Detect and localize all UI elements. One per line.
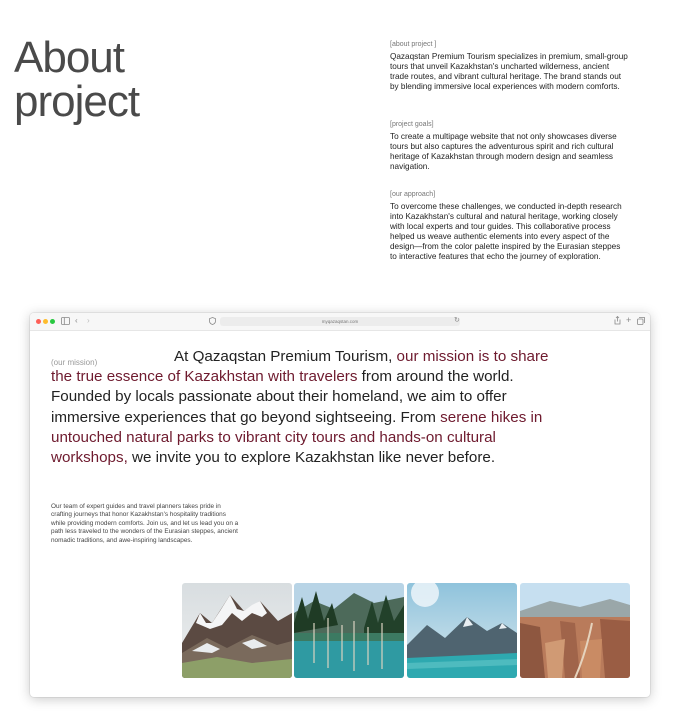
about-section [390, 40, 628, 92]
approach-section [390, 190, 628, 262]
maximize-window-button[interactable] [50, 319, 55, 324]
plus-icon[interactable]: + [626, 315, 632, 325]
mission-highlight-1: our mission is to share the true essence of Kazakhstan with travelers [51, 348, 549, 386]
close-window-button[interactable] [36, 319, 41, 324]
mission-statement [51, 347, 551, 468]
mission-text-part-3: we invite you to explore Kazakhstan like never before. [127, 449, 496, 467]
photo-canyon [520, 583, 630, 678]
page-title-line-1: About [14, 33, 124, 82]
share-icon[interactable] [614, 316, 621, 328]
mission-text-part-2: from around the world. Founded by locals passionate about their homeland, we aim to offer immersive experiences that go beyond sightseeing. From [51, 368, 514, 426]
tabs-icon[interactable] [637, 317, 645, 328]
approach-text: To overcome these challenges, we conducted in-depth research into Kazakhstan's cultural and natural heritage, working closely with local experts and tour guides. This collaborative process helped us weave authentic elements into every aspect of the design—from the color palette inspired by the Eurasian steppes to interactive features that echo the journey of exploration. [390, 202, 622, 261]
mission-highlight-2: serene hikes in untouched natural parks to vibrant city tours and hands-on cultural workshops, [51, 408, 543, 467]
photo-mountain-lake [407, 583, 517, 678]
page-title-line-2: project [14, 77, 140, 126]
url-text: myqazaqstan.com [321, 319, 359, 324]
reload-icon[interactable]: ↻ [454, 317, 460, 324]
about-text: Qazaqstan Premium Tourism specializes in premium, small-group tours that unveil Kazakhstan's uncharted wilderness, ancient trade routes, and vibrant cultural heritage. The brand stands out by blending immersive local experiences with modern comforts. [390, 52, 628, 91]
about-label: [about project ] [390, 41, 437, 48]
photo-snowy-mountains [182, 583, 292, 678]
minimize-window-button[interactable] [43, 319, 48, 324]
shield-icon[interactable] [209, 317, 216, 328]
goals-label: [project goals] [390, 121, 434, 128]
photo-forest-lake [294, 583, 404, 678]
page-title [14, 33, 140, 126]
browser-toolbar [30, 313, 650, 331]
approach-label: [our approach] [390, 191, 436, 198]
chevron-right-icon[interactable]: › [87, 316, 90, 325]
mission-text-part-1: At Qazaqstan Premium Tourism, [174, 348, 397, 365]
mission-label: (our mission) [51, 358, 98, 367]
address-bar[interactable] [220, 317, 460, 326]
sidebar-icon[interactable] [61, 317, 70, 328]
goals-section [390, 120, 628, 172]
team-description: Our team of expert guides and travel planners takes pride in crafting journeys that honor Kazakhstan's hospitality traditions while providing modern comforts. Join us, and let us lead you on a path less traveled to the wonders of the Eurasian steppes, ancient nomadic traditions, and awe-inspiring landscapes. [51, 503, 239, 544]
chevron-left-icon[interactable]: ‹ [75, 316, 78, 325]
goals-text: To create a multipage website that not only showcases diverse tours but also captures the adventurous spirit and rich cultural heritage of Kazakhstan through modern design and seamless navigation. [390, 132, 617, 171]
browser-window [30, 313, 650, 697]
